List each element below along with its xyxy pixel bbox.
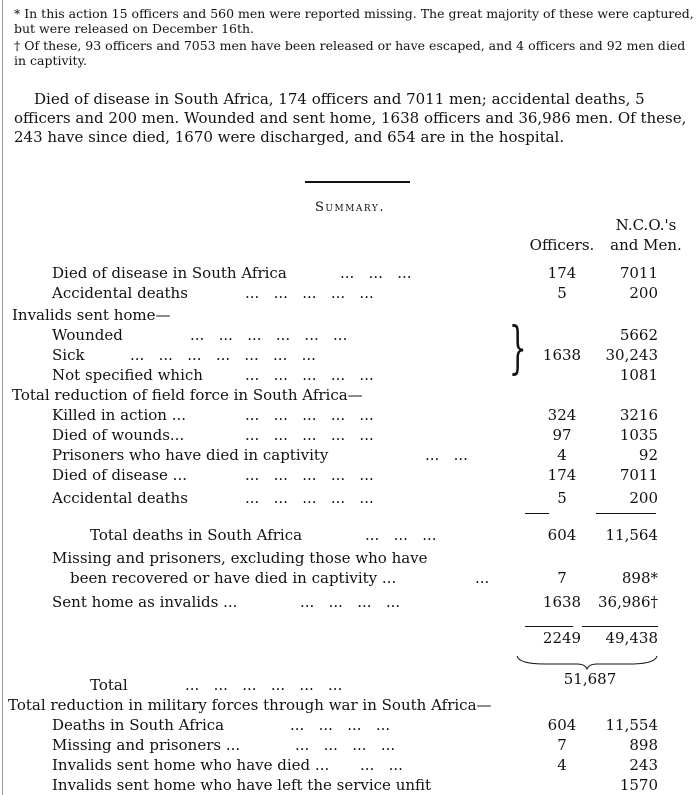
- table-row: [0, 715, 700, 735]
- officers-value: 4: [557, 756, 567, 774]
- rule-officers-2: [525, 626, 573, 627]
- men-value: 200: [629, 284, 658, 302]
- table-row: [0, 405, 700, 425]
- row-label: Total: [90, 676, 128, 694]
- column-header-men-line2: and Men.: [610, 236, 682, 254]
- table-row: [0, 755, 700, 775]
- body-paragraph: Died of disease in South Africa, 174 officers and 7011 men; accidental deaths, 5 officers and 200 men. Wounded and sent home, 1638 officers and 36,986 men. Of these, 243 have since died, 1670 were discharged, and 654 are in the hospital.: [14, 90, 687, 146]
- table-row: [0, 283, 700, 303]
- leader-dots: ... ... ... ... ... ...: [185, 676, 343, 694]
- column-header-men-line1: N.C.O.'s: [615, 216, 677, 234]
- footnote-dagger: † Of these, 93 officers and 7053 men have been released or have escaped, and 4 officers and 92 men died in captivity.: [14, 38, 686, 68]
- table-row: [0, 445, 700, 465]
- row-label: Total reduction in military forces through war in South Africa—: [8, 696, 492, 714]
- row-label: Accidental deaths: [52, 489, 188, 507]
- officers-value: 7: [557, 736, 567, 754]
- grand-total-value: 51,687: [563, 670, 617, 688]
- leader-dots: ...: [475, 569, 490, 587]
- officers-value: 5: [557, 284, 567, 302]
- leader-dots: ... ... ... ... ...: [245, 406, 374, 424]
- table-row: [0, 325, 700, 345]
- officers-value: 7: [557, 569, 567, 587]
- officers-value: 604: [547, 716, 577, 734]
- column-header-officers: Officers.: [529, 236, 595, 254]
- leader-dots: ... ... ... ... ...: [245, 366, 374, 384]
- table-row: [0, 525, 700, 545]
- footnote-star: * In this action 15 officers and 560 men were reported missing. The great majority of these were captured, but were released on December 16th.: [14, 6, 694, 36]
- right-brace: }: [508, 316, 527, 381]
- row-label: Died of wounds...: [52, 426, 185, 444]
- row-label: been recovered or have died in captivity ...: [70, 569, 397, 587]
- officers-value: 324: [547, 406, 577, 424]
- officers-value: 1638: [542, 593, 582, 611]
- men-value: 898: [629, 736, 658, 754]
- men-value: 1570: [619, 776, 658, 794]
- row-label: Invalids sent home who have left the service unfit: [52, 776, 432, 794]
- leader-dots: ... ... ... ...: [290, 716, 391, 734]
- officers-value: 174: [547, 466, 577, 484]
- table-row: [0, 628, 700, 648]
- row-label: Died of disease in South Africa: [52, 264, 287, 282]
- rule-men-1: [596, 513, 656, 514]
- men-value: 1035: [619, 426, 658, 444]
- men-value: 49,438: [605, 629, 658, 647]
- men-value: 5662: [619, 326, 658, 344]
- leader-dots: ... ... ... ... ... ... ...: [130, 346, 316, 364]
- table-row: [0, 695, 700, 715]
- row-label: Prisoners who have died in captivity: [52, 446, 329, 464]
- row-label: Deaths in South Africa: [52, 716, 225, 734]
- men-value: 11,564: [605, 526, 658, 544]
- row-label: Missing and prisoners, excluding those who have: [52, 549, 428, 567]
- table-row: [0, 425, 700, 445]
- men-value: 200: [629, 489, 658, 507]
- officers-value: 2249: [542, 629, 582, 647]
- summary-title: Summary.: [315, 200, 385, 215]
- officers-value: 1638: [542, 346, 582, 364]
- row-label: Total deaths in South Africa: [90, 526, 303, 544]
- table-row: [0, 592, 700, 612]
- table-row: [0, 735, 700, 755]
- leader-dots: ... ... ... ... ...: [245, 489, 374, 507]
- men-value: 1081: [619, 366, 658, 384]
- officers-value: 604: [547, 526, 577, 544]
- men-value: 11,554: [605, 716, 658, 734]
- table-row: [0, 305, 700, 325]
- leader-dots: ... ... ... ...: [295, 736, 396, 754]
- table-row: [0, 365, 700, 385]
- men-value: 898*: [621, 569, 658, 587]
- leader-dots: ... ... ... ... ...: [245, 466, 374, 484]
- rule-men-2: [582, 626, 658, 627]
- rule-officers-1: [525, 513, 549, 514]
- leader-dots: ... ... ... ... ...: [245, 284, 374, 302]
- under-brace: [515, 654, 660, 670]
- men-value: 7011: [619, 466, 658, 484]
- section-rule: [305, 181, 410, 183]
- men-value: 36,986†: [598, 593, 658, 611]
- men-value: 92: [638, 446, 658, 464]
- row-label: Invalids sent home—: [12, 306, 171, 324]
- leader-dots: ... ... ... ... ... ...: [190, 326, 348, 344]
- leader-dots: ... ... ... ... ...: [245, 426, 374, 444]
- table-row: [0, 488, 700, 508]
- men-value: 30,243: [605, 346, 658, 364]
- officers-value: 174: [547, 264, 577, 282]
- row-label: Accidental deaths: [52, 284, 188, 302]
- table-row: [0, 548, 700, 568]
- table-row: [0, 263, 700, 283]
- row-label: Killed in action ...: [52, 406, 187, 424]
- men-value: 3216: [619, 406, 658, 424]
- officers-value: 97: [552, 426, 572, 444]
- men-value: 243: [629, 756, 658, 774]
- men-value: 7011: [619, 264, 658, 282]
- table-row: [0, 465, 700, 485]
- row-label: Not specified which: [52, 366, 203, 384]
- leader-dots: ... ... ... ...: [300, 593, 401, 611]
- leader-dots: ... ...: [425, 446, 468, 464]
- table-row: [0, 385, 700, 405]
- row-label: Wounded: [52, 326, 123, 344]
- leader-dots: ... ... ...: [365, 526, 437, 544]
- table-row: [0, 345, 700, 365]
- table-row: [0, 775, 700, 795]
- officers-value: 5: [557, 489, 567, 507]
- row-label: Died of disease ...: [52, 466, 187, 484]
- leader-dots: ... ...: [360, 756, 403, 774]
- row-label: Sent home as invalids ...: [52, 593, 238, 611]
- row-label: Missing and prisoners ...: [52, 736, 241, 754]
- leader-dots: ... ... ...: [340, 264, 412, 282]
- row-label: Sick: [52, 346, 85, 364]
- table-row: [0, 568, 700, 588]
- officers-value: 4: [557, 446, 567, 464]
- row-label: Total reduction of field force in South Africa—: [12, 386, 363, 404]
- row-label: Invalids sent home who have died ...: [52, 756, 330, 774]
